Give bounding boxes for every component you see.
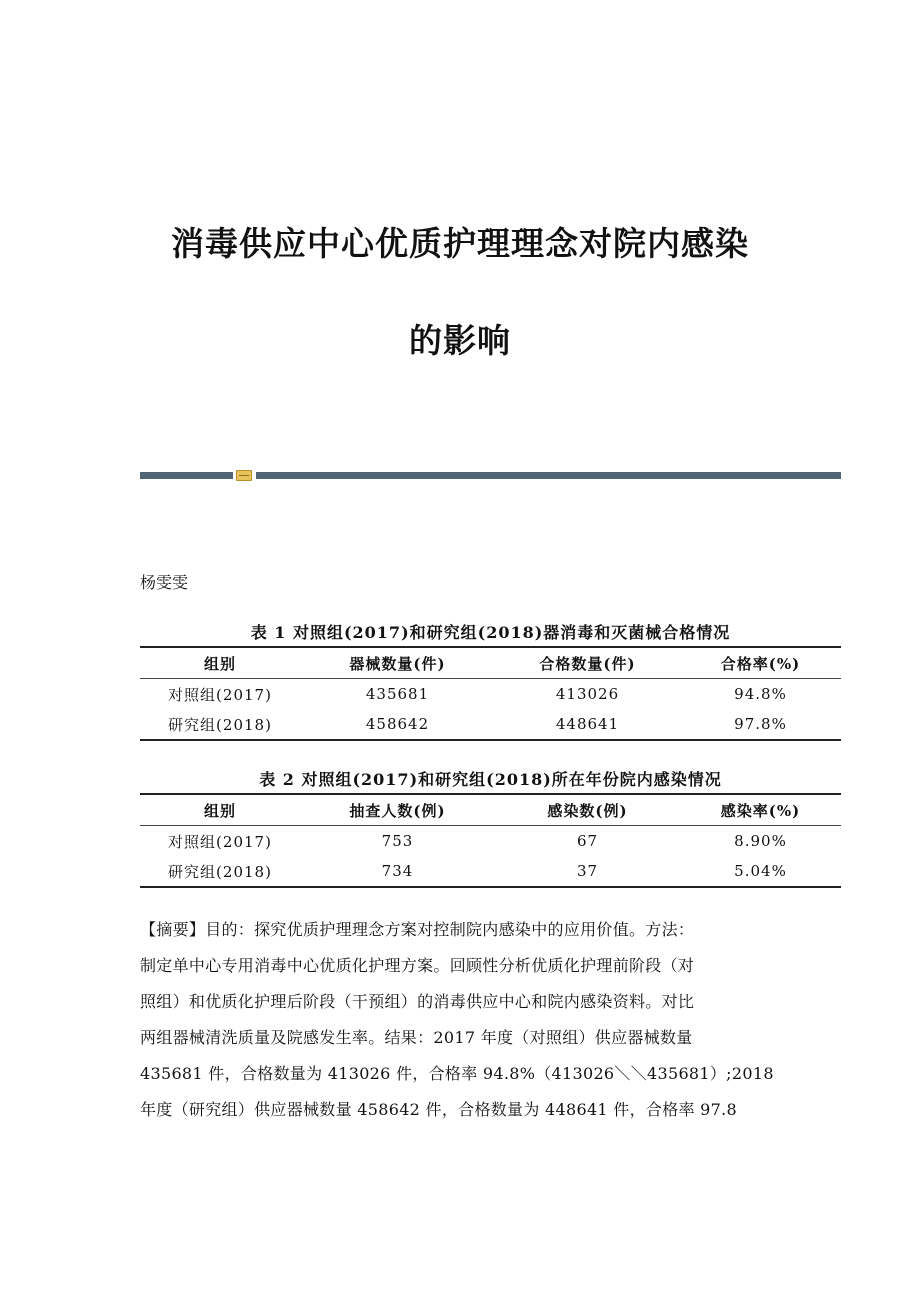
table-cell: 435681: [365, 685, 430, 703]
author-name: 杨雯雯: [140, 573, 189, 592]
table-cell: 413026: [555, 685, 620, 703]
table-2-header-cell: 感染率(%): [720, 801, 801, 820]
table-1-header-cell: 合格数量(件): [539, 654, 636, 673]
abstract-line: 照组）和优质化护理后阶段（干预组）的消毒供应中心和院内感染资料。对比: [140, 992, 695, 1011]
table-2-header-cell: 抽查人数(例): [349, 801, 446, 820]
table-1: [140, 620, 841, 741]
divider-bar-left: [140, 472, 233, 479]
table-cell: 753: [381, 832, 414, 850]
table-cell: 对照组(2017): [168, 832, 272, 851]
abstract-line: 【摘要】目的：探究优质护理理念方案对控制院内感染中的应用价值。方法：: [140, 920, 695, 939]
divider-ornament-icon: [236, 470, 252, 481]
abstract-section: [140, 912, 780, 1128]
table-cell: 5.04%: [734, 862, 787, 880]
document-title-line1: 消毒供应中心优质护理理念对院内感染: [171, 224, 749, 263]
table-cell: 458642: [365, 715, 430, 733]
table-1-grid: [140, 646, 841, 741]
table-row: [140, 709, 841, 740]
table-2-header-row: [140, 794, 841, 826]
table-2-grid: [140, 793, 841, 888]
table-1-header-cell: 器械数量(件): [349, 654, 446, 673]
table-cell: 37: [576, 862, 599, 880]
table-row: [140, 679, 841, 710]
table-cell: 94.8%: [734, 685, 787, 703]
abstract-line: 年度（研究组）供应器械数量 458642 件，合格数量为 448641 件，合格率 97.8: [140, 1100, 738, 1119]
table-row: [140, 826, 841, 857]
table-cell: 734: [381, 862, 414, 880]
table-cell: 67: [576, 832, 599, 850]
table-2-header-cell: 组别: [203, 801, 236, 820]
table-2-caption: 表 2 对照组(2017)和研究组(2018)所在年份院内感染情况: [259, 770, 722, 789]
abstract-line: 制定单中心专用消毒中心优质化护理方案。回顾性分析优质化护理前阶段（对: [140, 956, 695, 975]
table-cell: 8.90%: [734, 832, 787, 850]
table-cell: 对照组(2017): [168, 685, 272, 704]
table-2-header-cell: 感染数(例): [547, 801, 628, 820]
section-divider: [140, 471, 841, 481]
table-cell: 研究组(2018): [168, 715, 272, 734]
table-1-header-cell: 合格率(%): [720, 654, 801, 673]
table-cell: 97.8%: [734, 715, 787, 733]
abstract-line: 两组器械清洗质量及院感发生率。结果：2017 年度（对照组）供应器械数量: [140, 1028, 693, 1047]
table-1-header-row: [140, 647, 841, 679]
table-1-header-cell: 组别: [203, 654, 236, 673]
document-title-line2: 的影响: [409, 321, 511, 360]
table-cell: 448641: [555, 715, 620, 733]
table-2: [140, 767, 841, 888]
table-row: [140, 856, 841, 887]
table-cell: 研究组(2018): [168, 862, 272, 881]
divider-bar-right: [256, 472, 841, 479]
table-1-caption: 表 1 对照组(2017)和研究组(2018)器消毒和灭菌械合格情况: [250, 623, 731, 642]
abstract-line: 435681 件，合格数量为 413026 件，合格率 94.8%（413026＼＼435681）;2018: [140, 1064, 774, 1083]
